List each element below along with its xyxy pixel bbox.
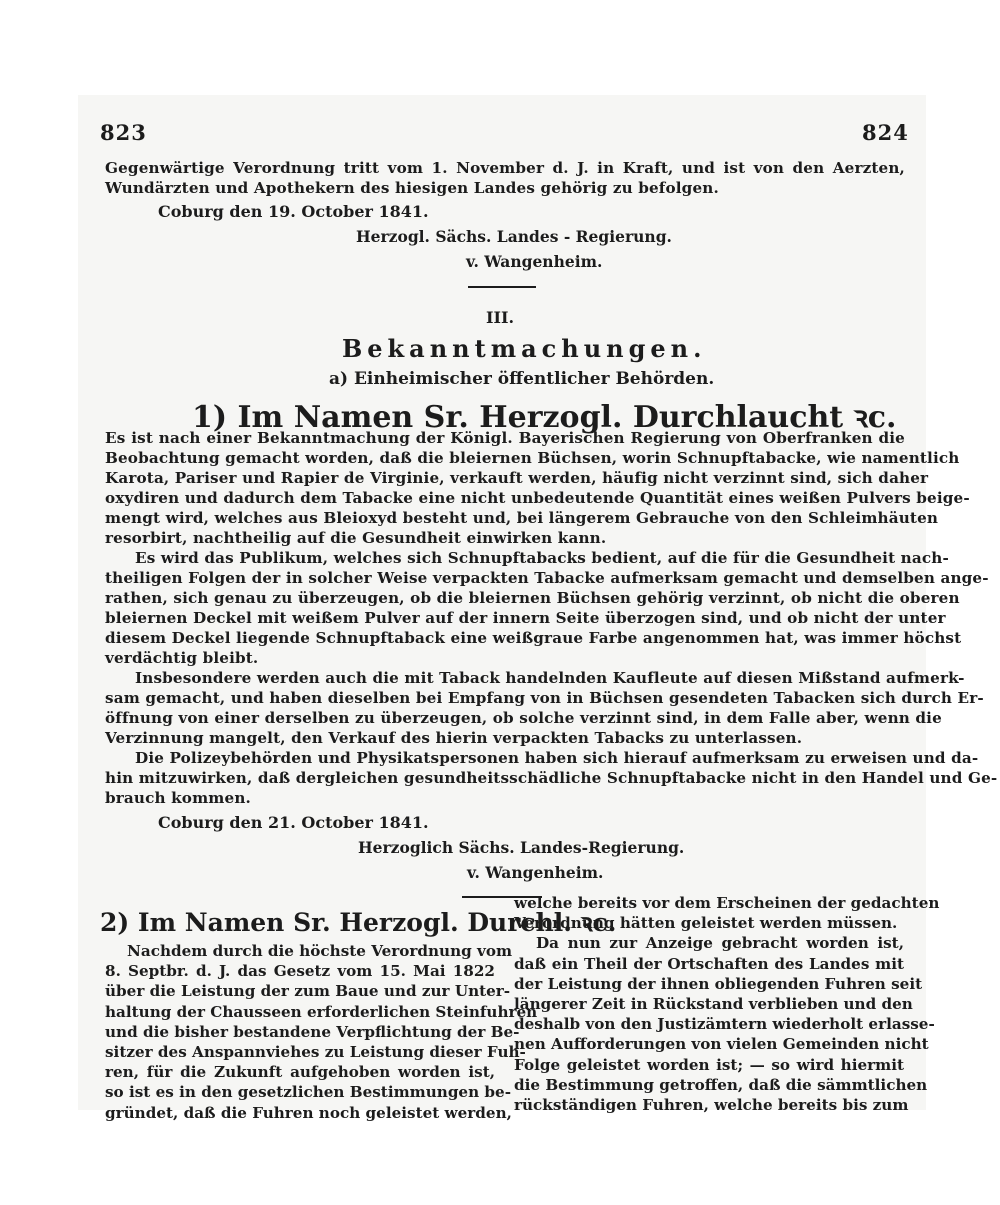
notice-line: Es wird das Publikum, welches sich Schnupftabacks bedient, auf die für die Gesundheit nach- — [135, 549, 949, 567]
date-line: Coburg den 19. October 1841. — [158, 202, 429, 221]
column-line: längerer Zeit in Rückstand verblieben und den — [514, 995, 913, 1014]
column-line: rückständigen Fuhren, welche bereits bis zum — [514, 1096, 909, 1115]
notice-line: sam gemacht, und haben dieselben bei Empfang von in Büchsen gesendeten Tabacken sich durch Er- — [105, 689, 984, 707]
page-number-right: 824 — [862, 120, 909, 145]
column-line: Folge geleistet worden ist; — so wird hiermit — [514, 1055, 904, 1074]
column-line: nen Aufforderungen von vielen Gemeinden nicht — [514, 1035, 929, 1054]
notice-line: rathen, sich genau zu überzeugen, ob die bleiernen Büchsen gehörig verzinnt, ob nicht die oberen — [105, 589, 960, 607]
column-line: haltung der Chausseen erforderlichen Steinfuhren — [105, 1002, 538, 1021]
column-line: über die Leistung der zum Baue und zur Unter- — [105, 982, 511, 1001]
authority-line: Herzoglich Sächs. Landes-Regierung. — [358, 838, 685, 857]
notice-line: resorbirt, nachtheilig auf die Gesundheit einwirken kann. — [105, 529, 607, 547]
notice-line: theiligen Folgen der in solcher Weise verpackten Tabacke aufmerksam gemacht und demselben ange- — [105, 569, 989, 587]
column-line: die Bestimmung getroffen, daß die sämmtlichen — [514, 1075, 928, 1094]
left-column — [105, 941, 538, 1123]
section-subtitle: a) Einheimischer öffentlicher Behörden. — [329, 369, 715, 389]
notice-line: oxydiren und dadurch dem Tabacke eine nicht unbedeutende Quantität eines weißen Pulvers beige- — [105, 489, 970, 507]
notice-line: Insbesondere werden auch die mit Taback handelnden Kaufleute auf diesen Mißstand aufmerk- — [135, 669, 965, 687]
column-line: welche bereits vor dem Erscheinen der gedachten — [514, 894, 940, 912]
notice-line: Karota, Pariser und Rapier de Virginie, verkauft werden, häufig nicht verzinnt sind, sich daher — [105, 469, 929, 487]
column-line: Nachdem durch die höchste Verordnung vom — [127, 942, 513, 960]
column-line: Da nun zur Anzeige gebracht worden ist, — [536, 934, 904, 953]
intro-line: Wundärzten und Apothekern des hiesigen Landes gehörig zu befolgen. — [105, 179, 719, 197]
column-line: und die bisher bestandene Verpflichtung der Be- — [105, 1022, 520, 1041]
signature: v. Wangenheim. — [467, 863, 604, 882]
notice-heading: 2) Im Namen Sr. Herzogl. Durchl. ꝛc. — [100, 908, 617, 937]
notice-line: öffnung von einer derselben zu überzeugen, ob solche verzinnt sind, in dem Falle aber, wenn die — [105, 709, 942, 727]
notice-line: bleiernen Deckel mit weißem Pulver auf der innern Seite überzogen sind, und ob nicht der unter — [105, 609, 946, 627]
column-line: ren, für die Zukunft aufgehoben worden ist, — [105, 1063, 495, 1082]
notice-line: Es ist nach einer Bekanntmachung der Königl. Bayerischen Regierung von Oberfranken die — [105, 429, 905, 447]
notice-line: Die Polizeybehörden und Physikatspersonen haben sich hierauf aufmerksam zu erweisen und da- — [135, 749, 979, 767]
notice-line: diesem Deckel liegende Schnupftaback eine weißgraue Farbe angenommen hat, was immer höchst — [105, 629, 962, 647]
column-line: daß ein Theil der Ortschaften des Landes mit — [514, 954, 904, 973]
notice-line: verdächtig bleibt. — [105, 649, 259, 667]
column-line: so ist es in den gesetzlichen Bestimmungen be- — [105, 1083, 512, 1102]
right-column — [514, 893, 940, 1115]
column-line: Verordnung hätten geleistet werden müssen. — [514, 914, 898, 933]
notice-heading: 1) Im Namen Sr. Herzogl. Durchlaucht ꝛc. — [192, 400, 897, 435]
intro-line: Gegenwärtige Verordnung tritt vom 1. November d. J. in Kraft, und ist von den Aerzten, — [105, 159, 905, 177]
divider — [468, 286, 536, 288]
column-line: der Leistung der ihnen obliegenden Fuhren seit — [514, 974, 923, 993]
section-number: III. — [486, 308, 515, 327]
notice-line: brauch kommen. — [105, 789, 251, 807]
date-line: Coburg den 21. October 1841. — [158, 813, 429, 832]
column-line: 8. Septbr. d. J. das Gesetz vom 15. Mai 1822 — [105, 962, 495, 981]
notice-line: hin mitzuwirken, daß dergleichen gesundheitsschädliche Schnupftabacke nicht in den Handel und Ge- — [105, 769, 998, 787]
notice-line: Verzinnung mangelt, den Verkauf des hierin verpackten Tabacks zu unterlassen. — [105, 729, 803, 747]
section-title: Bekanntmachungen. — [342, 334, 707, 363]
page-number-left: 823 — [100, 120, 147, 145]
column-line: sitzer des Anspannviehes zu Leistung dieser Fuh- — [105, 1043, 526, 1062]
authority-line: Herzogl. Sächs. Landes - Regierung. — [356, 227, 672, 246]
column-line: gründet, daß die Fuhren noch geleistet werden, — [105, 1103, 512, 1122]
signature: v. Wangenheim. — [466, 252, 603, 271]
notice-line: Beobachtung gemacht worden, daß die bleiernen Büchsen, worin Schnupftabacke, wie namentlich — [105, 449, 960, 467]
column-line: deshalb von den Justizämtern wiederholt erlasse- — [514, 1015, 935, 1034]
notice-line: mengt wird, welches aus Bleioxyd besteht und, bei längerem Gebrauche von den Schleimhäuten — [105, 509, 939, 527]
